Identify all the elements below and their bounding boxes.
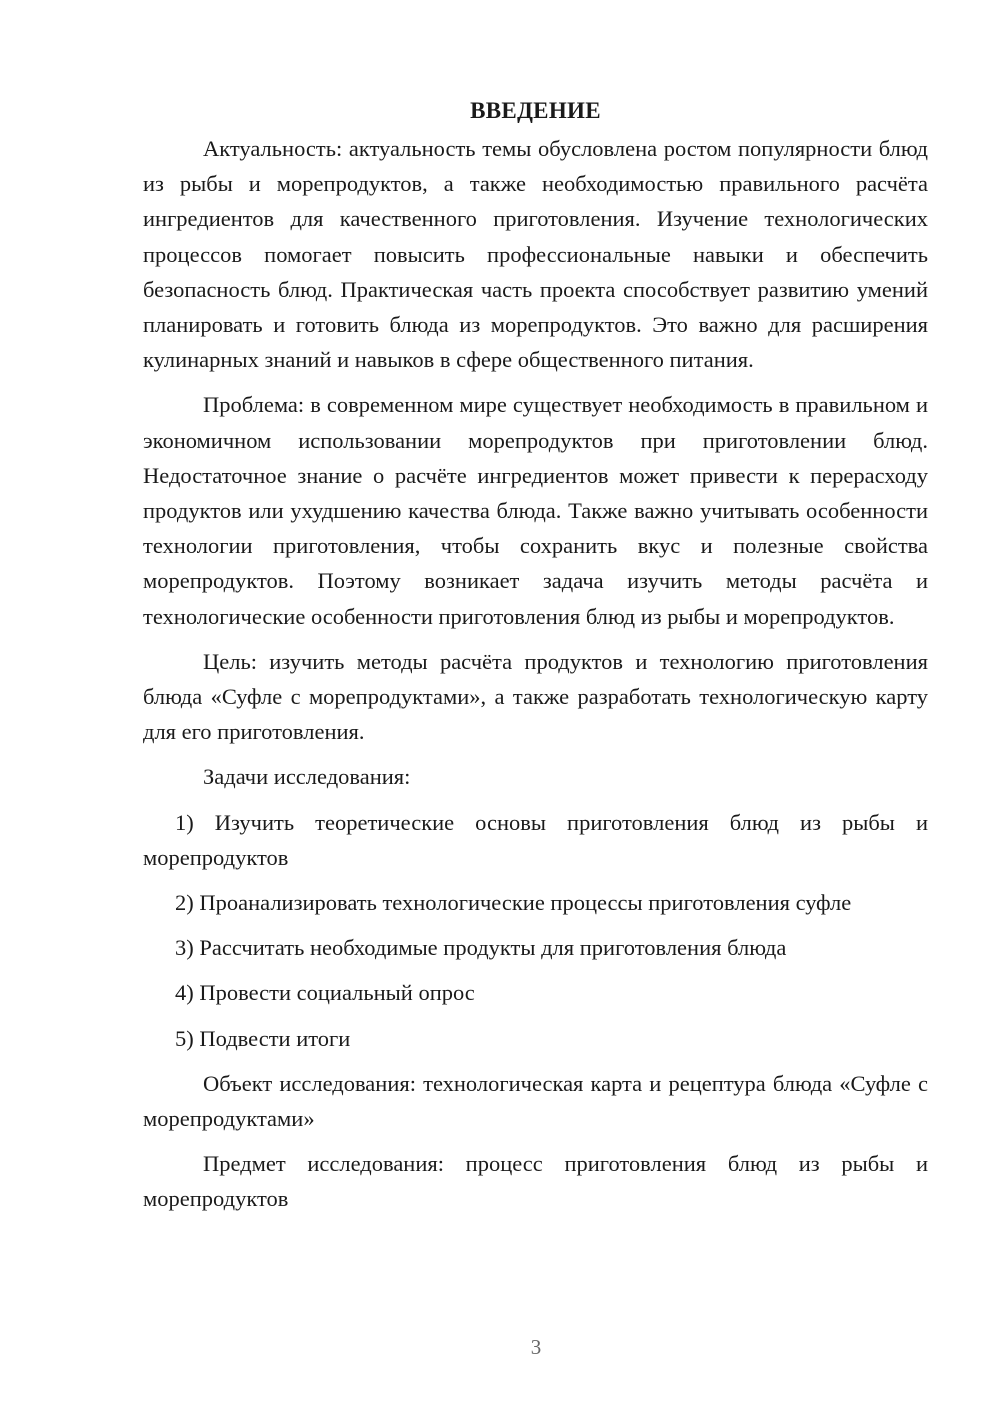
task-item: 5) Подвести итоги <box>175 1025 351 1051</box>
page-number: 3 <box>530 1335 542 1359</box>
task-item: 4) Провести социальный опрос <box>175 980 475 1006</box>
object-paragraph: Объект исследования: технологическая карта и рецептура блюда «Суфле с морепродуктами» <box>143 1070 928 1132</box>
document-page <box>143 95 928 1217</box>
page-title: ВВЕДЕНИЕ <box>470 98 601 123</box>
problem-paragraph: Проблема: в современном мире существует необходимость в правильном и экономичном использовании морепродуктов при приготовлении блюд. Недостаточное знание о расчёте ингредиентов может привести к перерасходу продуктов или ухудшению качества блюда. Также важно учитывать особенности технологии приготовления, чтобы сохранить вкус и полезные свойства морепродуктов. Поэтому возникает задача изучить методы расчёта и технологические особенности приготовления блюд из рыбы и морепродуктов. <box>143 392 928 629</box>
task-item: 2) Проанализировать технологические процессы приготовления суфле <box>175 890 852 916</box>
task-item: 1) Изучить теоретические основы приготовления блюд из рыбы и морепродуктов <box>143 809 928 870</box>
subject-paragraph: Предмет исследования: процесс приготовления блюд из рыбы и морепродуктов <box>143 1151 928 1212</box>
relevance-paragraph: Актуальность: актуальность темы обусловлена ростом популярности блюд из рыбы и морепродуктов, а также необходимостью правильного расчёта ингредиентов для качественного приготовления. Изучение технологических процессов помогает повысить профессиональные навыки и обеспечить безопасность блюд. Практическая часть проекта способствует развитию умений планировать и готовить блюда из морепродуктов. Это важно для расширения кулинарных знаний и навыков в сфере общественного питания. <box>143 136 928 373</box>
tasks-heading: Задачи исследования: <box>203 764 411 790</box>
goal-paragraph: Цель: изучить методы расчёта продуктов и технологию приготовления блюда «Суфле с морепродуктами», а также разработать технологическую карту для его приготовления. <box>143 648 928 745</box>
task-item: 3) Рассчитать необходимые продукты для приготовления блюда <box>175 935 787 961</box>
